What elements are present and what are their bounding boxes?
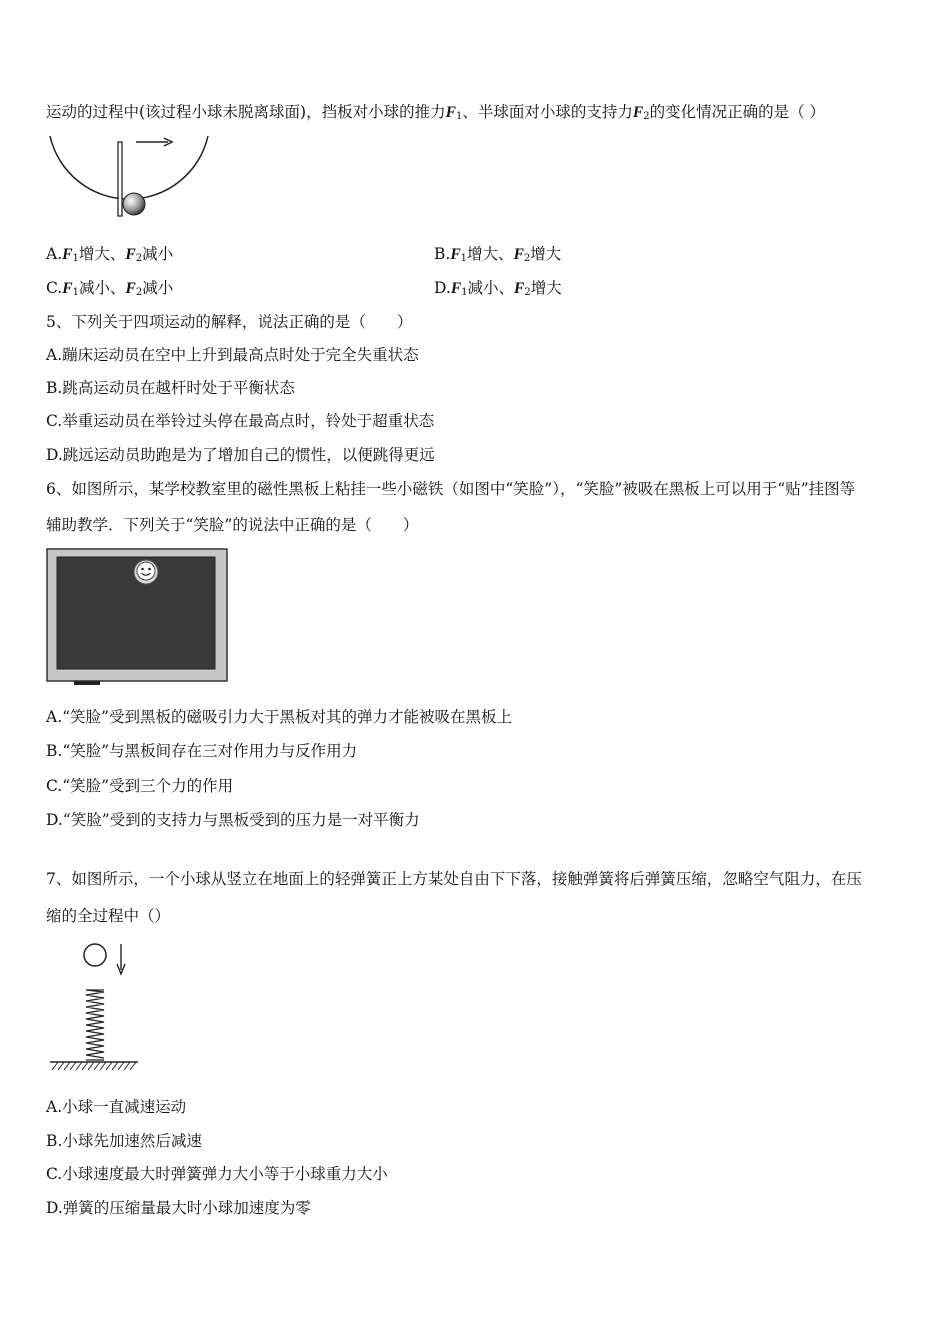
q4-stem: 运动的过程中(该过程小球未脱离球面)，挡板对小球的推力$F_1$、半球面对小球的支持力$F_2$的变化情况正确的是（ ） — [46, 103, 825, 122]
q6-option-d[interactable]: D.“笑脸”受到的支持力与黑板受到的压力是一对平衡力 — [46, 811, 420, 829]
q6-option-b[interactable]: B.“笑脸”与黑板间存在三对作用力与反作用力 — [46, 742, 358, 760]
f1-symbol: F — [445, 104, 456, 121]
q5-option-d[interactable]: D.跳远运动员助跑是为了增加自己的惯性，以便跳得更远 — [46, 446, 435, 464]
smiley-magnet-icon — [134, 560, 158, 584]
q6-stem-line1: 6、如图所示，某学校教室里的磁性黑板上粘挂一些小磁铁（如图中“笑脸”），“笑脸”被吸在黑板上可以用于“贴”挂图等 — [46, 480, 856, 498]
q7-stem-line2: 缩的全过程中（） — [46, 907, 171, 925]
spring-figure — [46, 940, 142, 1076]
q4-option-d[interactable]: $D.F_1$减小、$F_2$增大 — [434, 279, 562, 298]
q6-option-a[interactable]: A.“笑脸”受到黑板的磁吸引力大于黑板对其的弹力才能被吸在黑板上 — [46, 708, 512, 726]
q7-option-a[interactable]: A.小球一直减速运动 — [46, 1098, 187, 1116]
q4-option-b[interactable]: $B.F_1$增大、$F_2$增大 — [434, 245, 562, 264]
q7-stem-line1: 7、如图所示，一个小球从竖立在地面上的轻弹簧正上方某处自由下下落，接触弹簧将后弹簧压缩，忽略空气阻力，在压 — [46, 870, 862, 888]
q5-option-a[interactable]: A.蹦床运动员在空中上升到最高点时处于完全失重状态 — [46, 346, 419, 364]
q5-option-c[interactable]: C.举重运动员在举铃过头停在最高点时，铃处于超重状态 — [46, 412, 435, 430]
q4-option-a[interactable]: $A.F_1$增大、$F_2$减小 — [46, 245, 174, 264]
hemisphere-figure — [44, 132, 219, 222]
q7-option-d[interactable]: D.弹簧的压缩量最大时小球加速度为零 — [46, 1199, 311, 1217]
blackboard-figure — [46, 548, 230, 688]
q5-stem: 5、下列关于四项运动的解释，说法正确的是（ ） — [46, 313, 413, 331]
q5-option-b[interactable]: B.跳高运动员在越杆时处于平衡状态 — [46, 379, 295, 397]
q7-option-b[interactable]: B.小球先加速然后减速 — [46, 1132, 202, 1150]
q7-option-c[interactable]: C.小球速度最大时弹簧弹力大小等于小球重力大小 — [46, 1165, 388, 1183]
f2-symbol: F — [632, 104, 644, 121]
q4-option-c[interactable]: $C.F_1$减小、$F_2$减小 — [46, 279, 174, 298]
q6-stem-line2: 辅助教学．下列关于“笑脸”的说法中正确的是（ ） — [46, 516, 419, 534]
q6-option-c[interactable]: C.“笑脸”受到三个力的作用 — [46, 777, 234, 795]
